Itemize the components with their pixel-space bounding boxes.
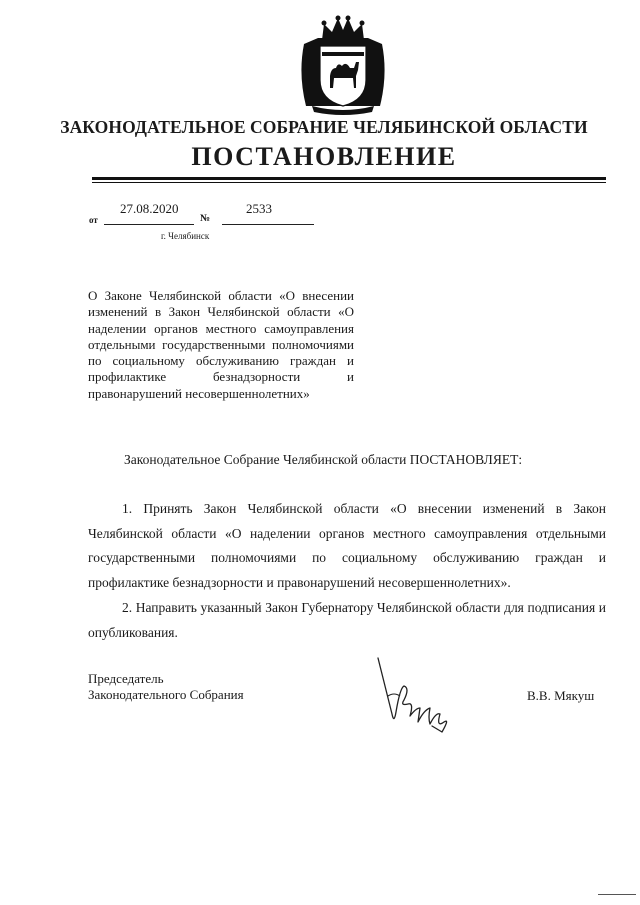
signer-position: Председатель Законодательного Собрания — [88, 671, 244, 702]
signer-name: В.В. Мякуш — [527, 688, 595, 703]
coat-of-arms-icon — [298, 14, 388, 116]
decree-paragraph-1: 1. Принять Закон Челябинской области «О внесении изменений в Закон Челябинской области «О наделении органов местного самоуправления отдельными государственными полномочиями по социальному обслуживанию граждан и профилактике безнадзорности и правонарушений несовершеннолетних». — [88, 501, 606, 590]
header-divider-thick — [92, 177, 606, 180]
date-label: от — [89, 215, 98, 225]
organization-title: ЗАКОНОДАТЕЛЬНОЕ СОБРАНИЕ ЧЕЛЯБИНСКОЙ ОБЛАСТИ — [60, 117, 588, 137]
city: г. Челябинск — [161, 231, 210, 241]
document-date: 27.08.2020 — [120, 201, 179, 216]
handwritten-signature — [370, 652, 460, 736]
decree-intro: Законодательное Собрание Челябинской области ПОСТАНОВЛЯЕТ: — [124, 452, 523, 467]
number-label: № — [200, 213, 211, 224]
document-number: 2533 — [246, 201, 272, 216]
decree-paragraph-2: 2. Направить указанный Закон Губернатору Челябинской области для подписания и опубликования. — [88, 600, 606, 640]
footer-line — [598, 894, 636, 895]
number-underline — [222, 224, 314, 225]
document-subject: О Законе Челябинской области «О внесении изменений в Закон Челябинской области «О наделении органов местного самоуправления отдельными государственными полномочиями по социальному обслуживанию граждан и профилактике безнадзорности и правонарушений несовершеннолетних» — [88, 288, 354, 401]
date-underline — [104, 224, 194, 225]
document-type-title: ПОСТАНОВЛЕНИЕ — [191, 142, 457, 171]
header-divider-thin — [92, 182, 606, 183]
